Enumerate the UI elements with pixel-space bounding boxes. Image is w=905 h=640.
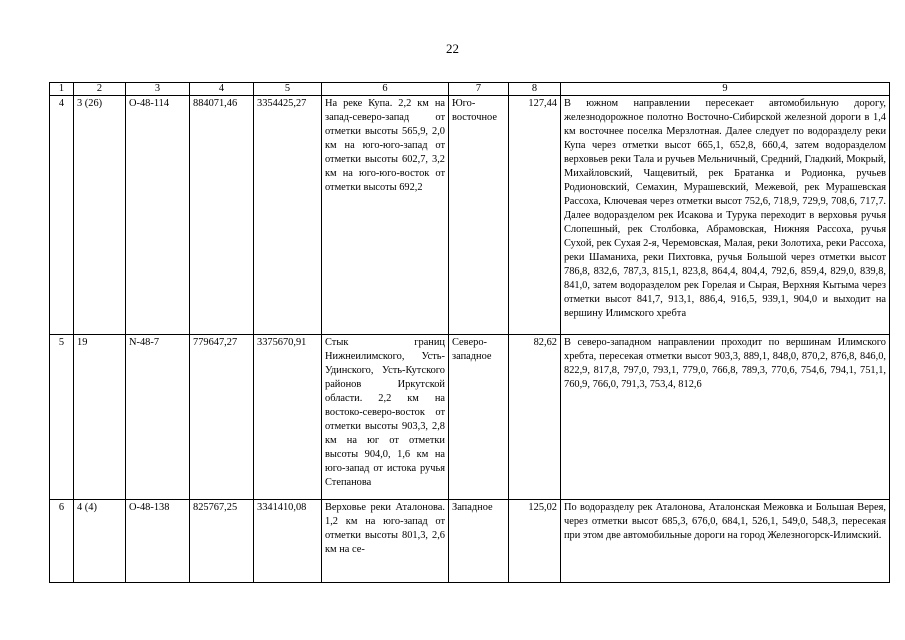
column-header: 3 bbox=[126, 83, 190, 96]
column-header: 5 bbox=[254, 83, 322, 96]
length: 125,02 bbox=[509, 500, 561, 583]
column-header: 9 bbox=[561, 83, 890, 96]
coordinate-y: 3341410,08 bbox=[254, 500, 322, 583]
coordinate-x: 825767,25 bbox=[190, 500, 254, 583]
row-number: 6 bbox=[50, 500, 74, 583]
point-id: 3 (26) bbox=[74, 96, 126, 335]
map-sheet: O-48-138 bbox=[126, 500, 190, 583]
boundary-description: В южном направлении пересекает автомобильную дорогу, железнодорожное полотно Восточно-Сибирской железной дороги в 1,4 км восточнее поселка Мерзлотная. Далее следует по водоразделу реки Купа через отметки высот 665,1, 652,8, 660,4, затем водоразделом верховьев реки Тала и ручьев Мельничный, Средний, Гладкий, Мокрый, Михайловский, Чащевитый, рек Братанка и Родионка, ручьев Родионовский, Семахин, Мурашевский, Межевой, рек Мурашевская Рассоха, Ключевая через отметки высот 752,6, 718,9, 729,9, 708,6, 717,7. Далее водоразделом рек Исакова и Турука переходит в верховья ручья Слопешный, рек Столбовка, Абрамовская, Нижняя Рассоха, ручья Сухой, рек Сухая 2-я, Черемовская, Малая, реки Золотиха, реки Рассоха, реки Шаманиха, реки Пихтовка, ручья Большой через отметки высот 786,8, 832,6, 787,3, 815,1, 823,8, 864,4, 804,4, 792,6, 859,4, 829,0, 839,8, 841,0, затем водоразделом рек Горелая и Сырая, Верхняя Кытыма через отметки высот 841,7, 913,1, 886,4, 916,5, 939,1, 904,0 и выходит на вершину Илимского хребта bbox=[561, 96, 890, 335]
column-header: 1 bbox=[50, 83, 74, 96]
table-row bbox=[50, 335, 890, 500]
coordinate-x: 884071,46 bbox=[190, 96, 254, 335]
point-description: Верховье реки Аталонова. 1,2 км на юго-запад от отметки высоты 801,3, 2,6 км на се- bbox=[322, 500, 449, 583]
column-header: 8 bbox=[509, 83, 561, 96]
length: 127,44 bbox=[509, 96, 561, 335]
page-number: 22 bbox=[446, 41, 459, 56]
direction: Северо-западное bbox=[449, 335, 509, 500]
map-sheet: O-48-114 bbox=[126, 96, 190, 335]
row-number: 4 bbox=[50, 96, 74, 335]
row-number: 5 bbox=[50, 335, 74, 500]
column-header: 4 bbox=[190, 83, 254, 96]
length: 82,62 bbox=[509, 335, 561, 500]
header-row bbox=[50, 83, 890, 96]
column-header: 6 bbox=[322, 83, 449, 96]
point-description: На реке Купа. 2,2 км на запад-северо-запад от отметки высоты 565,9, 2,0 км на юго-юго-запад от отметки высоты 602,7, 3,2 км на юго-юго-восток от отметки высоты 692,2 bbox=[322, 96, 449, 335]
column-header: 7 bbox=[449, 83, 509, 96]
direction: Юго-восточное bbox=[449, 96, 509, 335]
table-row bbox=[50, 96, 890, 335]
point-id: 4 (4) bbox=[74, 500, 126, 583]
boundary-description: В северо-западном направлении проходит по вершинам Илимского хребта, пересекая отметки высот 903,3, 889,1, 848,0, 870,2, 876,8, 846,0, 822,9, 817,8, 797,0, 793,1, 779,0, 766,8, 789,3, 770,6, 754,6, 794,1, 751,1, 760,9, 766,0, 791,3, 753,4, 812,6 bbox=[561, 335, 890, 500]
coordinate-y: 3375670,91 bbox=[254, 335, 322, 500]
map-sheet: N-48-7 bbox=[126, 335, 190, 500]
table-row bbox=[50, 500, 890, 583]
coordinate-y: 3354425,27 bbox=[254, 96, 322, 335]
direction: Западное bbox=[449, 500, 509, 583]
boundary-description: По водоразделу рек Аталонова, Аталонская Межовка и Большая Верея, через отметки высот 685,3, 676,0, 684,1, 526,1, 549,0, 548,3, пересекая при этом две автомобильные дороги на город Железногорск-Илимский. bbox=[561, 500, 890, 583]
boundary-table bbox=[49, 82, 890, 583]
point-id: 19 bbox=[74, 335, 126, 500]
column-header: 2 bbox=[74, 83, 126, 96]
point-description: Стык границ Нижнеилимского, Усть-Удинского, Усть-Кутского районов Иркутской области. 2,2 км на востоко-северо-восток от отметки высоты 903,3, 2,8 км на юг от отметки высоты 904,0, 1,6 км на юго-запад от истока ручья Степанова bbox=[322, 335, 449, 500]
coordinate-x: 779647,27 bbox=[190, 335, 254, 500]
